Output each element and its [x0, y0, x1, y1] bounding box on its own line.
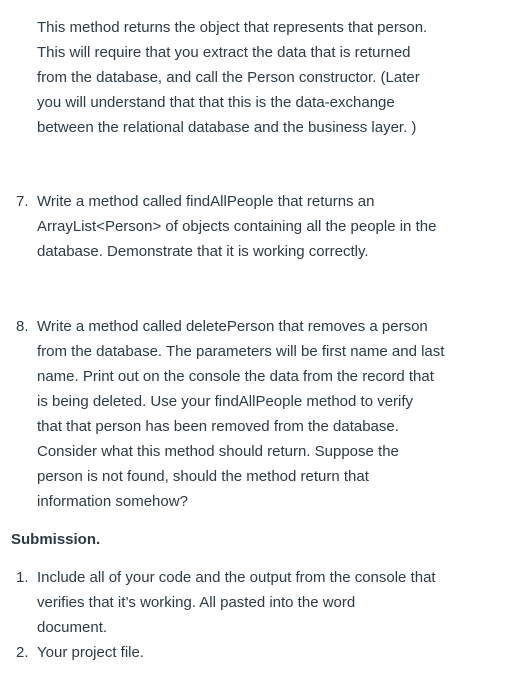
list-item-line: name. Print out on the console the data from the record that: [37, 368, 434, 385]
intro-line: you will understand that that this is the data-exchange: [37, 94, 395, 111]
list-item-line: person is not found, should the method return that: [37, 468, 369, 485]
submission-item-1: [37, 565, 436, 640]
list-item-line: Your project file.: [37, 644, 145, 661]
list-item-line: that that person has been removed from the database.: [37, 418, 399, 435]
list-item-number: 8.: [16, 318, 29, 335]
list-item-line: Write a method called deletePerson that removes a person: [37, 318, 428, 335]
list-item-line: from the database. The parameters will be first name and last: [37, 343, 445, 360]
list-item-number: 1.: [16, 569, 29, 586]
list-item-line: verifies that it’s working. All pasted into the word: [37, 594, 356, 611]
intro-line: from the database, and call the Person constructor. (Later: [37, 69, 420, 86]
submission-item-2: [37, 640, 144, 665]
list-item-line: Include all of your code and the output from the console that: [37, 569, 436, 586]
intro-line: between the relational database and the business layer. ): [37, 119, 417, 136]
list-item-number: 2.: [16, 644, 29, 661]
list-item-line: database. Demonstrate that it is working correctly.: [37, 243, 369, 260]
list-item-8: [37, 314, 444, 514]
list-item-7: [37, 189, 436, 264]
list-item-line: document.: [37, 619, 108, 636]
list-item-line: Write a method called findAllPeople that returns an: [37, 193, 375, 210]
list-item-line: ArrayList<Person> of objects containing all the people in the: [37, 218, 437, 235]
list-item-line: is being deleted. Use your findAllPeople method to verify: [37, 393, 414, 410]
intro-paragraph: [37, 15, 427, 140]
list-item-line: information somehow?: [37, 493, 188, 510]
intro-line: This method returns the object that represents that person.: [37, 19, 428, 36]
intro-line: This will require that you extract the data that is returned: [37, 44, 411, 61]
submission-heading: Submission.: [11, 531, 101, 548]
list-item-line: Consider what this method should return. Suppose the: [37, 443, 399, 460]
list-item-number: 7.: [16, 193, 29, 210]
